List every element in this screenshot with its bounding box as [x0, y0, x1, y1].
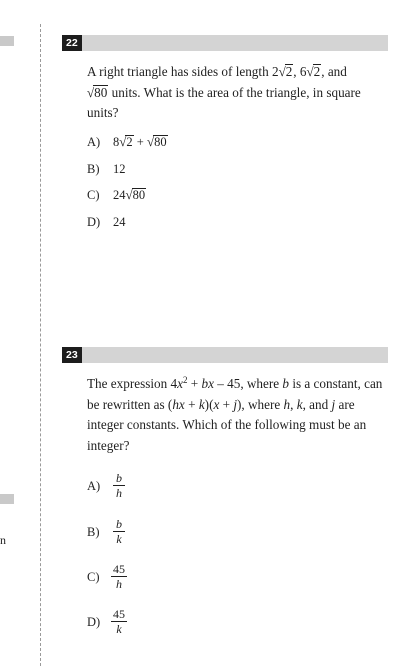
- question-number: 23: [62, 347, 82, 363]
- question-22-header: [62, 35, 388, 51]
- question-number: 22: [62, 35, 82, 51]
- q23-option-d-fraction: $\frac{45}{k}$: [113, 607, 125, 636]
- question-23-header: [62, 347, 388, 363]
- column-divider: [40, 24, 41, 666]
- q23-option-b[interactable]: B): [87, 525, 100, 539]
- q23-option-d[interactable]: D): [87, 615, 101, 629]
- q22-option-b[interactable]: B) 12: [87, 162, 126, 176]
- margin-bar-bottom: [0, 494, 14, 504]
- q23-option-c[interactable]: C): [87, 570, 100, 584]
- q23-option-c-fraction: $\frac{45}{h}$: [113, 562, 125, 591]
- q23-option-a[interactable]: A): [87, 479, 101, 493]
- q23-option-a-fraction: $\frac{b}{h}$: [113, 471, 125, 500]
- question-22-text: A right triangle has sides of length 2√2, 6√2, and √80 units. What is the area of the triangle, in square units?: [87, 64, 361, 120]
- margin-bar-top: [0, 36, 14, 46]
- margin-cut-text: n: [0, 533, 6, 547]
- question-23-text: The expression $4x^2$ + bx – 45, where b is a constant, can be rewritten as (hx + k)(x + j), where h, k, and j are integer constants. Which of the following must be an integer?: [87, 375, 383, 453]
- q22-option-c[interactable]: C) 24√80: [87, 187, 146, 202]
- q22-option-a[interactable]: A) 8√2 + √80: [87, 134, 167, 149]
- q22-option-d[interactable]: D) 24: [87, 215, 126, 229]
- q23-option-b-fraction: $\frac{b}{k}$: [113, 517, 125, 546]
